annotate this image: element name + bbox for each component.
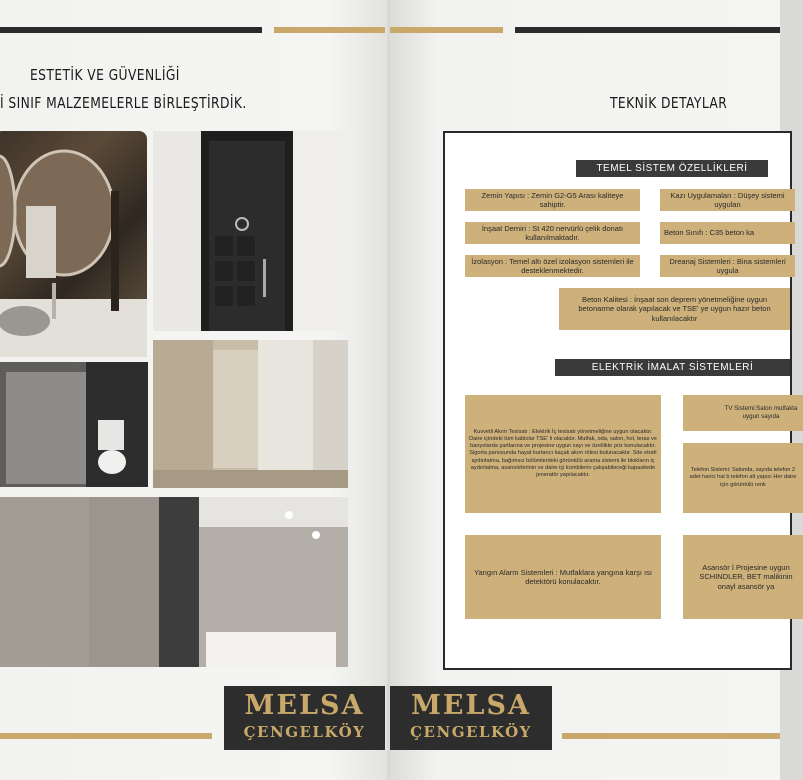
bottom-rule-gold [562,733,780,739]
spec-box-telephone [683,443,803,513]
spec-box-electrical [465,395,661,513]
spec-box [465,222,640,244]
right-logo [390,686,552,750]
technical-details-frame [443,131,798,670]
top-rule-dark [0,27,262,33]
left-page [0,0,387,780]
top-rule-gold [390,27,503,33]
spec-text: Kuvvetli Akım Tesisatı : Elektrik İç tesisatı yönetmeliğine uygun olacaktır. Daire içindeki tüm kablolar TSE' li olacaktır. Mutfak, oda, salon, hol, teras ve banyolarda şartlarına ve projesine uygun sayı ve özellikte priz konulacaktır. Sigorta panosunda hayat kurtarıcı kaçak akım rölesi bulunacaktır. Site etrafı aydınlatma, bağımsız bölümlerdeki görüntülü arama sistemi ile blokların iç aydınlatma, asansörlerinin ve daire içi kombilerin çalışabileceği kapasitede jeneratör yapılacaktır. [469,428,657,479]
left-logo-name: MELSA [244,690,365,721]
spec-text: Beton Kalitesi : İnşaat son deprem yönetmeliğine uygun betonarme olarak yapılacak ve TSE' ye uygun hazır beton kullanılacaktır [578,294,771,323]
spec-text: İzolasyon : Temel altı özel izolasyon sistemleri ile desteklenmektedir. [471,256,634,275]
spec-text: Dreanaj Sistemleri : Bina sistemleri uygula [669,256,786,275]
spec-box [660,189,795,211]
section-title-electrical: ELEKTRİK İMALAT SİSTEMLERİ [555,359,790,376]
corridor-illustration [0,497,348,667]
right-logo-location: ÇENGELKÖY [410,723,532,741]
hallway-photo [153,340,348,488]
left-logo-location: ÇENGELKÖY [243,723,366,741]
shower-photo [0,362,148,487]
spec-text: Kazı Uygulamaları : Düşey sistemi uygulan [670,190,785,209]
bottom-rule-gold [0,733,212,739]
right-heading: TEKNİK DETAYLAR [610,94,728,112]
spec-text: TV Sistemi:Salon mutfakta uygun sayıda [724,404,798,420]
spec-box [660,222,795,244]
spec-box-elevator [683,535,803,619]
hallway-illustration [153,340,348,488]
spec-text: Beton Sınıfı : C35 beton ka [664,228,755,238]
top-rule-dark [515,27,780,33]
spec-box-wide [559,288,790,330]
shower-illustration [0,362,148,487]
entrance-door-photo [153,131,348,331]
spec-text: Telefon Sistemi: Salonda, sayıda telefon 2 adet harici hat b telefon alt yapısı Her daire için görüntülü renk [689,467,797,488]
left-logo [224,686,385,750]
spec-box [465,189,640,211]
spec-box [465,255,640,277]
spec-text: Yangın Alarm Sistemleri : Mutfaklara yangına karşı ısı detektörü konulacaktır. [474,567,652,586]
top-rule-gold [274,27,385,33]
spec-box [660,255,795,277]
spec-box-fire-alarm [465,535,661,619]
left-heading-line2: İ SINIF MALZEMELERLE BİRLEŞTİRDİK. [0,94,247,112]
bathroom-mirror-photo [0,131,147,357]
spec-text: İnşaat Demiri : St 420 nervürlü çelik donatı kullanılmaktadır. [481,223,624,242]
corridor-photo [0,497,348,667]
left-heading-line1: ESTETİK VE GÜVENLİĞİ [30,66,180,84]
spec-text: Asansör İ Projesine uygun SCHINDLER, BET malikinin onayl asansör ya [699,562,793,591]
spec-text: Zemin Yapısı : Zemin G2-G5 Arası kaliteye sahiptir. [481,190,624,209]
right-page [390,0,798,780]
door-illustration [153,131,348,331]
right-logo-name: MELSA [411,690,531,721]
section-title-foundation: TEMEL SİSTEM ÖZELLİKLERİ [576,160,768,177]
bathroom-mirror-illustration [0,131,147,357]
spec-box-tv [683,395,803,431]
